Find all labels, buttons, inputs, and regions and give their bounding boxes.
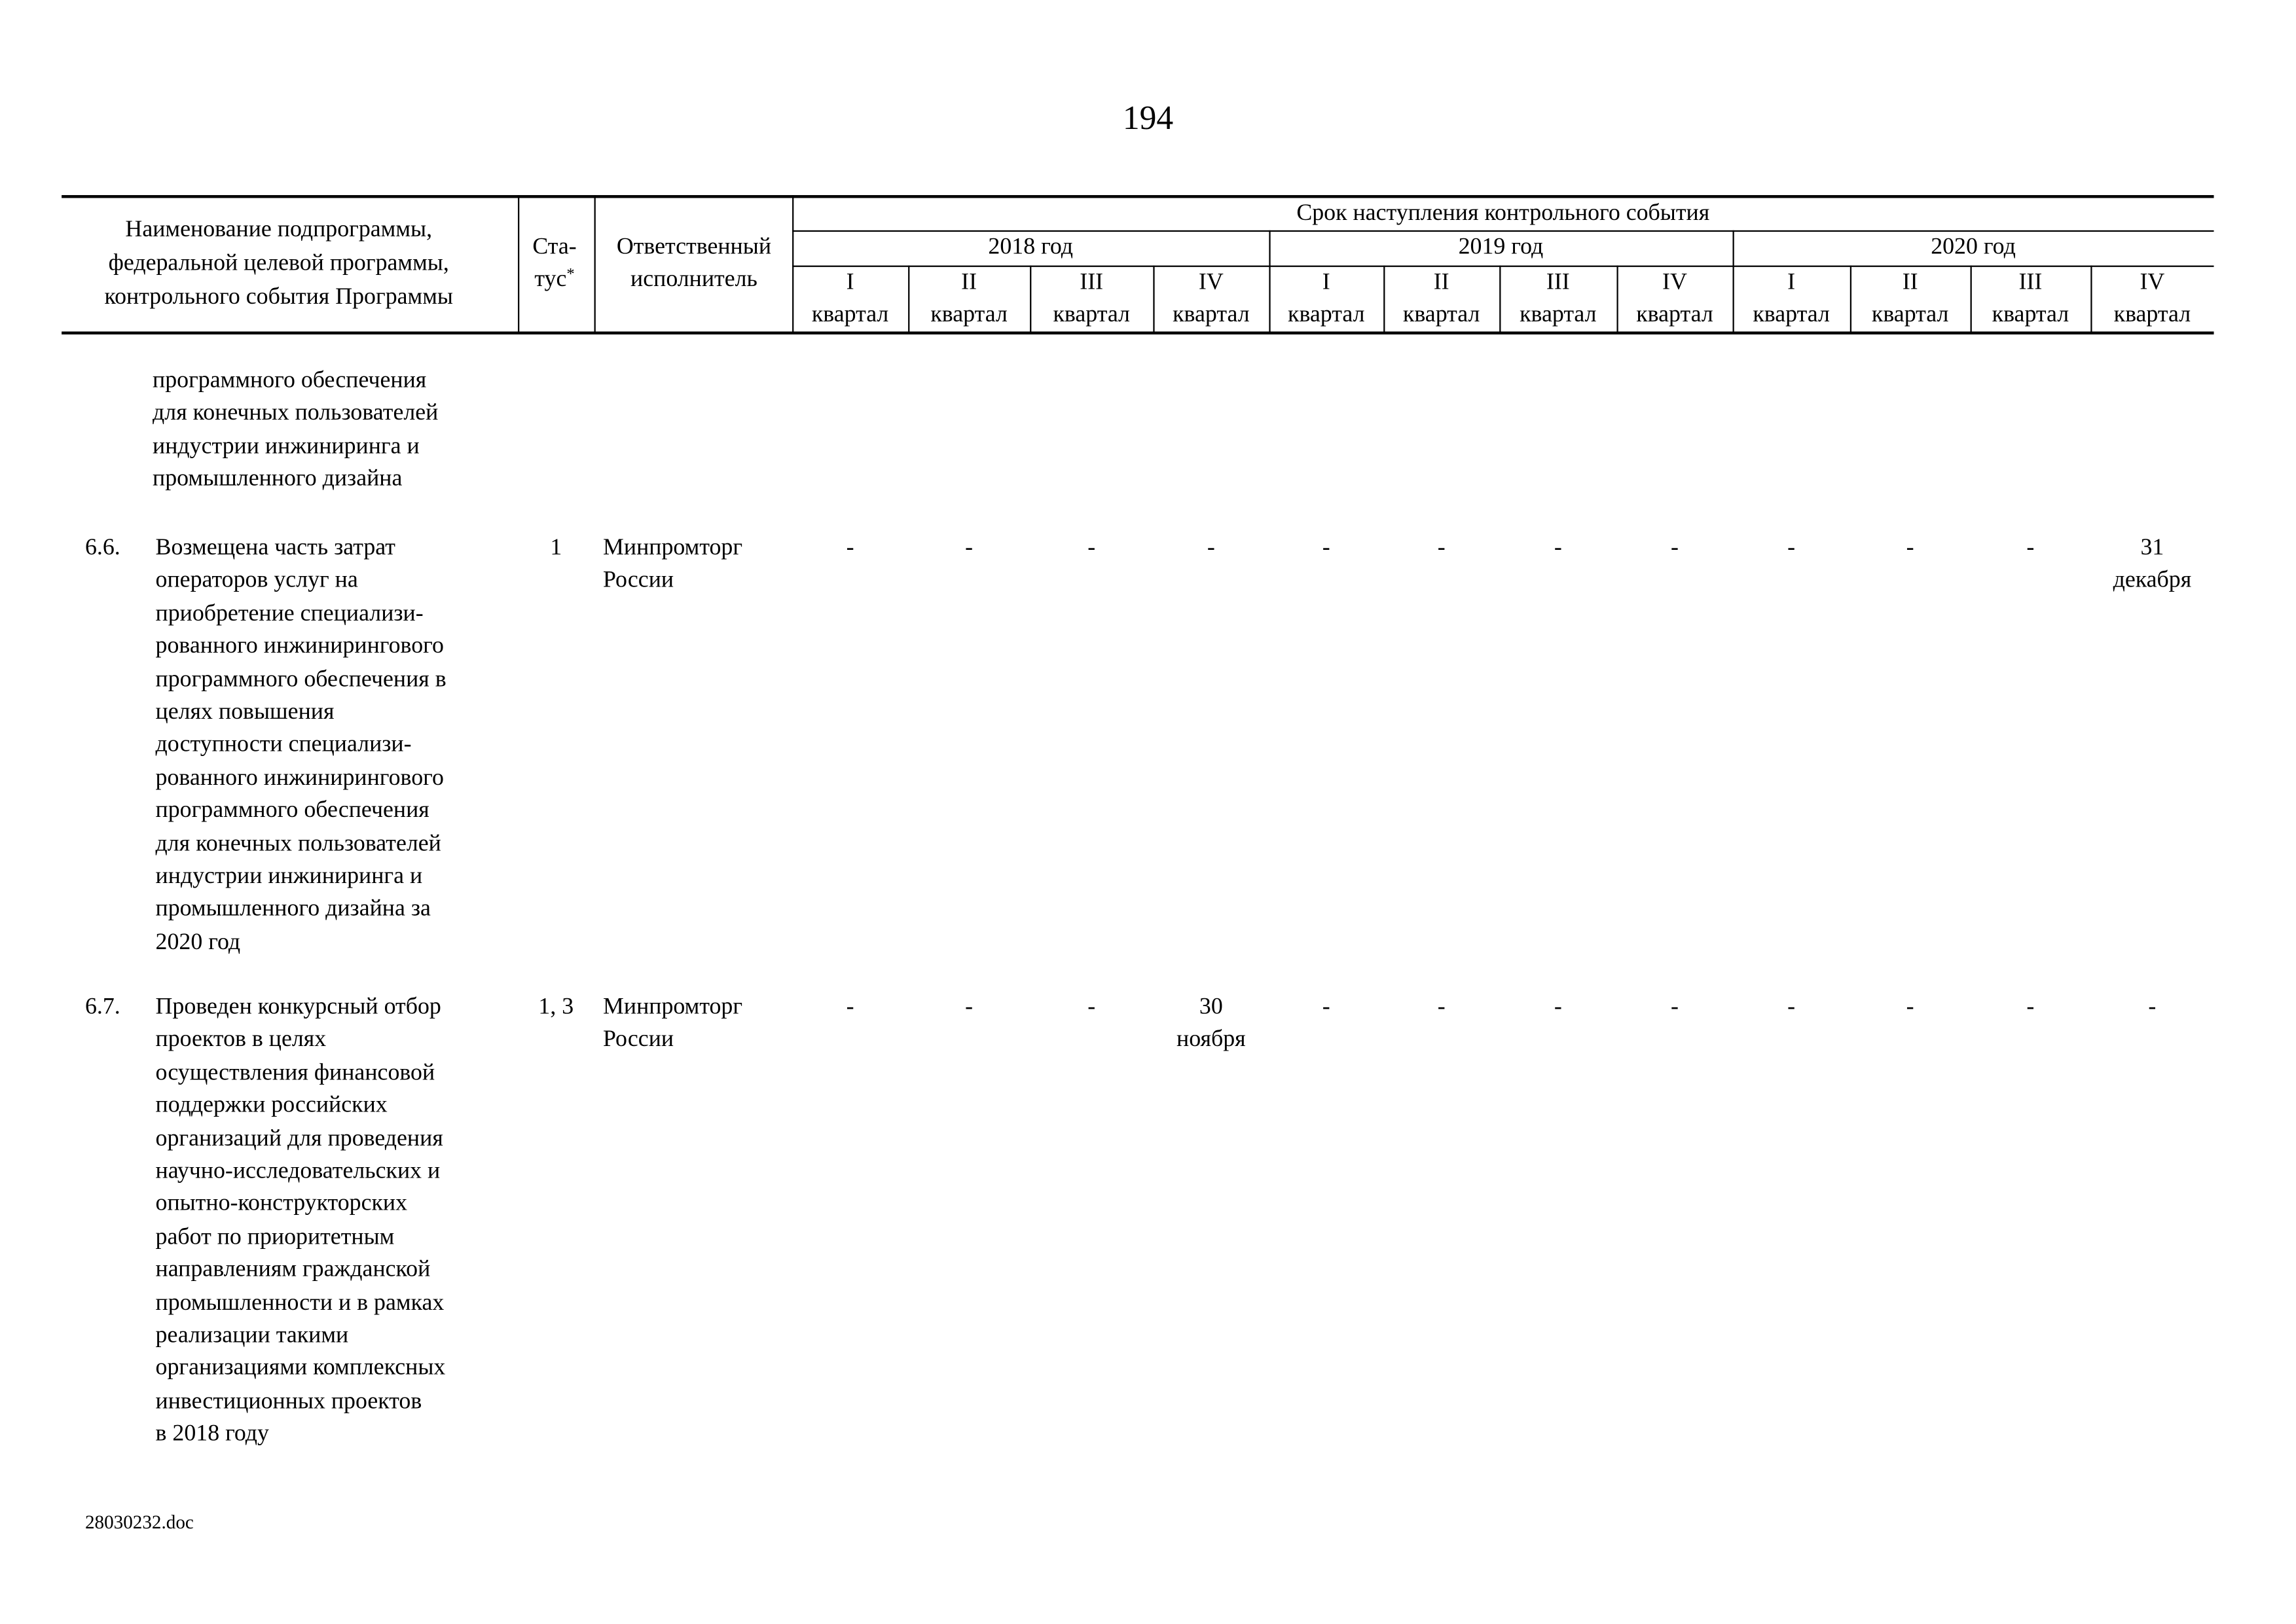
quarter-word: квартал <box>1636 302 1713 327</box>
row-6-7-status: 1, 3 <box>538 994 574 1020</box>
quarter-numeral: III <box>1546 270 1570 295</box>
header-status-footnote-mark: * <box>566 265 575 283</box>
footer-filename: 28030232.doc <box>84 1511 194 1533</box>
quarter-header <box>1499 267 1616 332</box>
quarter-numeral: II <box>961 270 977 295</box>
vline-name <box>518 195 519 333</box>
quarter-header <box>1733 267 1850 332</box>
quarter-header <box>908 267 1030 332</box>
row-6-7-number: 6.7. <box>84 994 120 1020</box>
header-status <box>522 232 587 297</box>
quarter-header <box>2090 267 2214 332</box>
quarter-header <box>1153 267 1269 332</box>
quarter-dash: - <box>965 994 974 1020</box>
quarter-word: квартал <box>930 302 1008 327</box>
header-year-2018: 2018 год <box>988 234 1074 260</box>
quarter-header <box>792 267 908 332</box>
row-6-6-text: Возмещена часть затрат операторов услуг на приобретение специализи- рованного инжинирингового программного обеспечения в целях повышения доступности специализи- рованного инжинирингового программного обеспечения для конечных пользователей индустрии инжиниринга и промышленного дизайна за 2020 год <box>155 535 446 955</box>
row-6-7-text: Проведен конкурсный отбор проектов в целях осуществления финансовой поддержки российских организаций для проведения научно-исследовательских и опытно-конструкторских работ по приоритетным направлениям гражданской промышленности и в рамках реализации такими организациями комплексных инвестиционных проектов в 2018 году <box>155 994 446 1447</box>
row-6-6-number: 6.6. <box>84 535 120 561</box>
quarter-dash: - <box>1554 535 1562 561</box>
row-6-6-responsible: Минпромторг России <box>603 535 743 594</box>
quarter-dash: - <box>965 535 974 561</box>
header-name: Наименование подпрограммы, федеральной целевой программы, контрольного события Программы <box>104 217 454 310</box>
quarter-dash: - <box>1322 994 1330 1020</box>
quarter-dash: - <box>1322 535 1330 561</box>
quarter-header <box>1971 267 2091 332</box>
row-6-6-status: 1 <box>550 535 562 561</box>
quarter-dash: - <box>1437 994 1446 1020</box>
quarter-word: квартал <box>2113 302 2191 327</box>
quarter-header <box>1616 267 1732 332</box>
quarter-header <box>1383 267 1499 332</box>
quarter-dash: - <box>1671 535 1679 561</box>
quarter-word: квартал <box>1871 302 1949 327</box>
quarter-dash: - <box>846 994 854 1020</box>
header-year-2019: 2019 год <box>1458 234 1544 260</box>
quarter-header <box>1030 267 1153 332</box>
quarter-numeral: III <box>2018 270 2043 295</box>
header-responsible: Ответственный исполнитель <box>616 234 772 292</box>
quarter-word: квартал <box>811 302 889 327</box>
quarter-word: квартал <box>1288 302 1365 327</box>
quarter-dash: - <box>846 535 854 561</box>
quarter-dash: - <box>1787 535 1796 561</box>
quarter-dash: - <box>1787 994 1796 1020</box>
quarter-word: квартал <box>1402 302 1480 327</box>
quarter-dash: - <box>1087 535 1096 561</box>
page-number: 194 <box>1122 99 1174 137</box>
quarter-dash: - <box>2026 535 2035 561</box>
header-top-rule <box>62 195 2214 197</box>
header-period-title: Срок наступления контрольного события <box>1296 201 1710 226</box>
quarter-dash: - <box>1906 535 1914 561</box>
quarter-dash: - <box>1671 994 1679 1020</box>
quarter-dash: - <box>1554 994 1562 1020</box>
quarter-word: квартал <box>1753 302 1830 327</box>
quarter-numeral: IV <box>1662 270 1687 295</box>
header-bottom-rule <box>62 331 2214 333</box>
header-year-2020: 2020 год <box>1931 234 2016 260</box>
quarter-numeral: I <box>846 270 854 295</box>
quarter-word: квартал <box>1053 302 1130 327</box>
row-6-7-responsible: Минпромторг России <box>603 994 743 1053</box>
quarter-numeral: II <box>1902 270 1918 295</box>
quarter-date: 30 ноября <box>1176 994 1246 1053</box>
quarter-dash: - <box>1906 994 1914 1020</box>
quarter-dash: - <box>2026 994 2035 1020</box>
quarter-dash: - <box>1087 994 1096 1020</box>
quarter-date: 31 декабря <box>2113 535 2192 594</box>
quarter-numeral: III <box>1080 270 1104 295</box>
quarter-header <box>1269 267 1383 332</box>
header-status-word: тус <box>534 266 567 292</box>
header-status-line1: Ста- <box>532 234 577 260</box>
quarter-word: квартал <box>1173 302 1250 327</box>
quarter-dash: - <box>2148 994 2157 1020</box>
quarter-numeral: I <box>1787 270 1796 295</box>
quarter-dash: - <box>1207 535 1215 561</box>
quarter-numeral: IV <box>1198 270 1224 295</box>
quarter-header <box>1850 267 1971 332</box>
quarter-word: квартал <box>1992 302 2069 327</box>
vline-status <box>594 195 596 333</box>
quarter-numeral: I <box>1322 270 1330 295</box>
quarter-numeral: II <box>1433 270 1449 295</box>
row-continuation-text: программного обеспечения для конечных пользователей индустрии инжиниринга и промышленного дизайна <box>153 368 439 492</box>
quarter-word: квартал <box>1520 302 1597 327</box>
quarter-numeral: IV <box>2140 270 2165 295</box>
header-status-line2 <box>522 264 587 296</box>
quarter-dash: - <box>1437 535 1446 561</box>
